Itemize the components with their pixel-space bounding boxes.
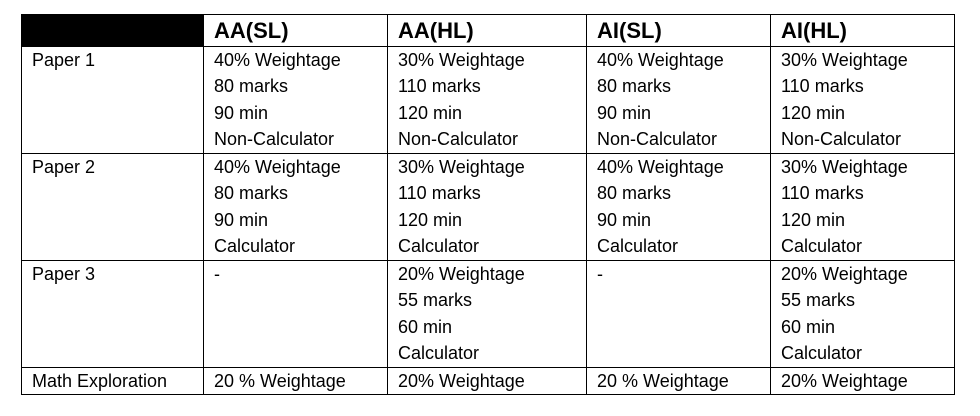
row-label-cell: [22, 47, 204, 154]
row-label-cell: [22, 261, 204, 368]
cell-line: -: [597, 264, 603, 284]
cell-line: 30% Weightage: [781, 157, 908, 177]
cell-line: 55 marks: [781, 290, 856, 311]
cell-line: 110 marks: [398, 183, 481, 204]
cell-ai-sl: [587, 261, 771, 368]
ib-math-assessment-table: [21, 14, 955, 395]
row-label: Math Exploration: [32, 371, 168, 391]
cell-line: Non-Calculator: [214, 128, 335, 149]
cell-aa-sl: [204, 154, 388, 261]
cell-line: 40% Weightage: [597, 157, 724, 177]
cell-aa-sl: [204, 261, 388, 368]
cell-ai-hl: [771, 47, 955, 154]
cell-line: Non-Calculator: [597, 128, 718, 149]
cell-line: Calculator: [214, 235, 296, 256]
cell-line: 90 min: [214, 102, 269, 123]
cell-aa-sl: [204, 368, 388, 395]
cell-ai-sl: [587, 47, 771, 154]
cell-line: 120 min: [398, 102, 463, 123]
cell-line: 90 min: [597, 209, 652, 230]
row-label-cell: [22, 154, 204, 261]
header-ai-sl: AI(SL): [587, 15, 771, 47]
cell-line: Calculator: [398, 235, 480, 256]
header-row: [22, 15, 955, 47]
header-aa-hl: AA(HL): [388, 15, 587, 47]
cell-line: Calculator: [781, 342, 863, 363]
row-label: Paper 3: [32, 264, 96, 284]
cell-line: 30% Weightage: [398, 50, 525, 70]
cell-line: 20% Weightage: [781, 371, 908, 391]
cell-aa-hl: [388, 261, 587, 368]
cell-line: 30% Weightage: [398, 157, 525, 177]
cell-line: 120 min: [781, 209, 846, 230]
cell-line: 110 marks: [398, 76, 481, 97]
table-row: [22, 154, 955, 261]
cell-aa-hl: [388, 47, 587, 154]
cell-line: 120 min: [781, 102, 846, 123]
cell-line: 110 marks: [781, 76, 864, 97]
cell-line: 20% Weightage: [781, 264, 908, 284]
row-label: Paper 1: [32, 50, 96, 70]
cell-line: 20 % Weightage: [214, 371, 346, 391]
cell-ai-sl: [587, 154, 771, 261]
cell-line: 80 marks: [214, 76, 289, 97]
header-ai-hl: AI(HL): [771, 15, 955, 47]
table-row: [22, 261, 955, 368]
cell-aa-hl: [388, 368, 587, 395]
cell-ai-sl: [587, 368, 771, 395]
header-aa-sl: AA(SL): [204, 15, 388, 47]
cell-line: 80 marks: [214, 183, 289, 204]
cell-line: Calculator: [597, 235, 679, 256]
cell-line: 60 min: [781, 316, 836, 337]
cell-line: 80 marks: [597, 183, 672, 204]
cell-line: 20 % Weightage: [597, 371, 729, 391]
row-label: Paper 2: [32, 157, 96, 177]
cell-line: 30% Weightage: [781, 50, 908, 70]
cell-line: 90 min: [597, 102, 652, 123]
header-corner-cell: [22, 15, 204, 47]
cell-line: 40% Weightage: [597, 50, 724, 70]
cell-line: 120 min: [398, 209, 463, 230]
cell-line: 20% Weightage: [398, 371, 525, 391]
cell-ai-hl: [771, 261, 955, 368]
table-row: [22, 47, 955, 154]
cell-line: -: [214, 264, 220, 284]
row-label-cell: [22, 368, 204, 395]
cell-line: 60 min: [398, 316, 453, 337]
cell-line: Calculator: [398, 342, 480, 363]
cell-line: 40% Weightage: [214, 157, 341, 177]
cell-line: Non-Calculator: [398, 128, 519, 149]
cell-line: Non-Calculator: [781, 128, 902, 149]
cell-aa-sl: [204, 47, 388, 154]
cell-line: 90 min: [214, 209, 269, 230]
cell-line: 110 marks: [781, 183, 864, 204]
cell-line: 40% Weightage: [214, 50, 341, 70]
cell-line: 20% Weightage: [398, 264, 525, 284]
cell-ai-hl: [771, 154, 955, 261]
cell-ai-hl: [771, 368, 955, 395]
cell-aa-hl: [388, 154, 587, 261]
table-row: [22, 368, 955, 395]
cell-line: Calculator: [781, 235, 863, 256]
cell-line: 55 marks: [398, 290, 473, 311]
cell-line: 80 marks: [597, 76, 672, 97]
